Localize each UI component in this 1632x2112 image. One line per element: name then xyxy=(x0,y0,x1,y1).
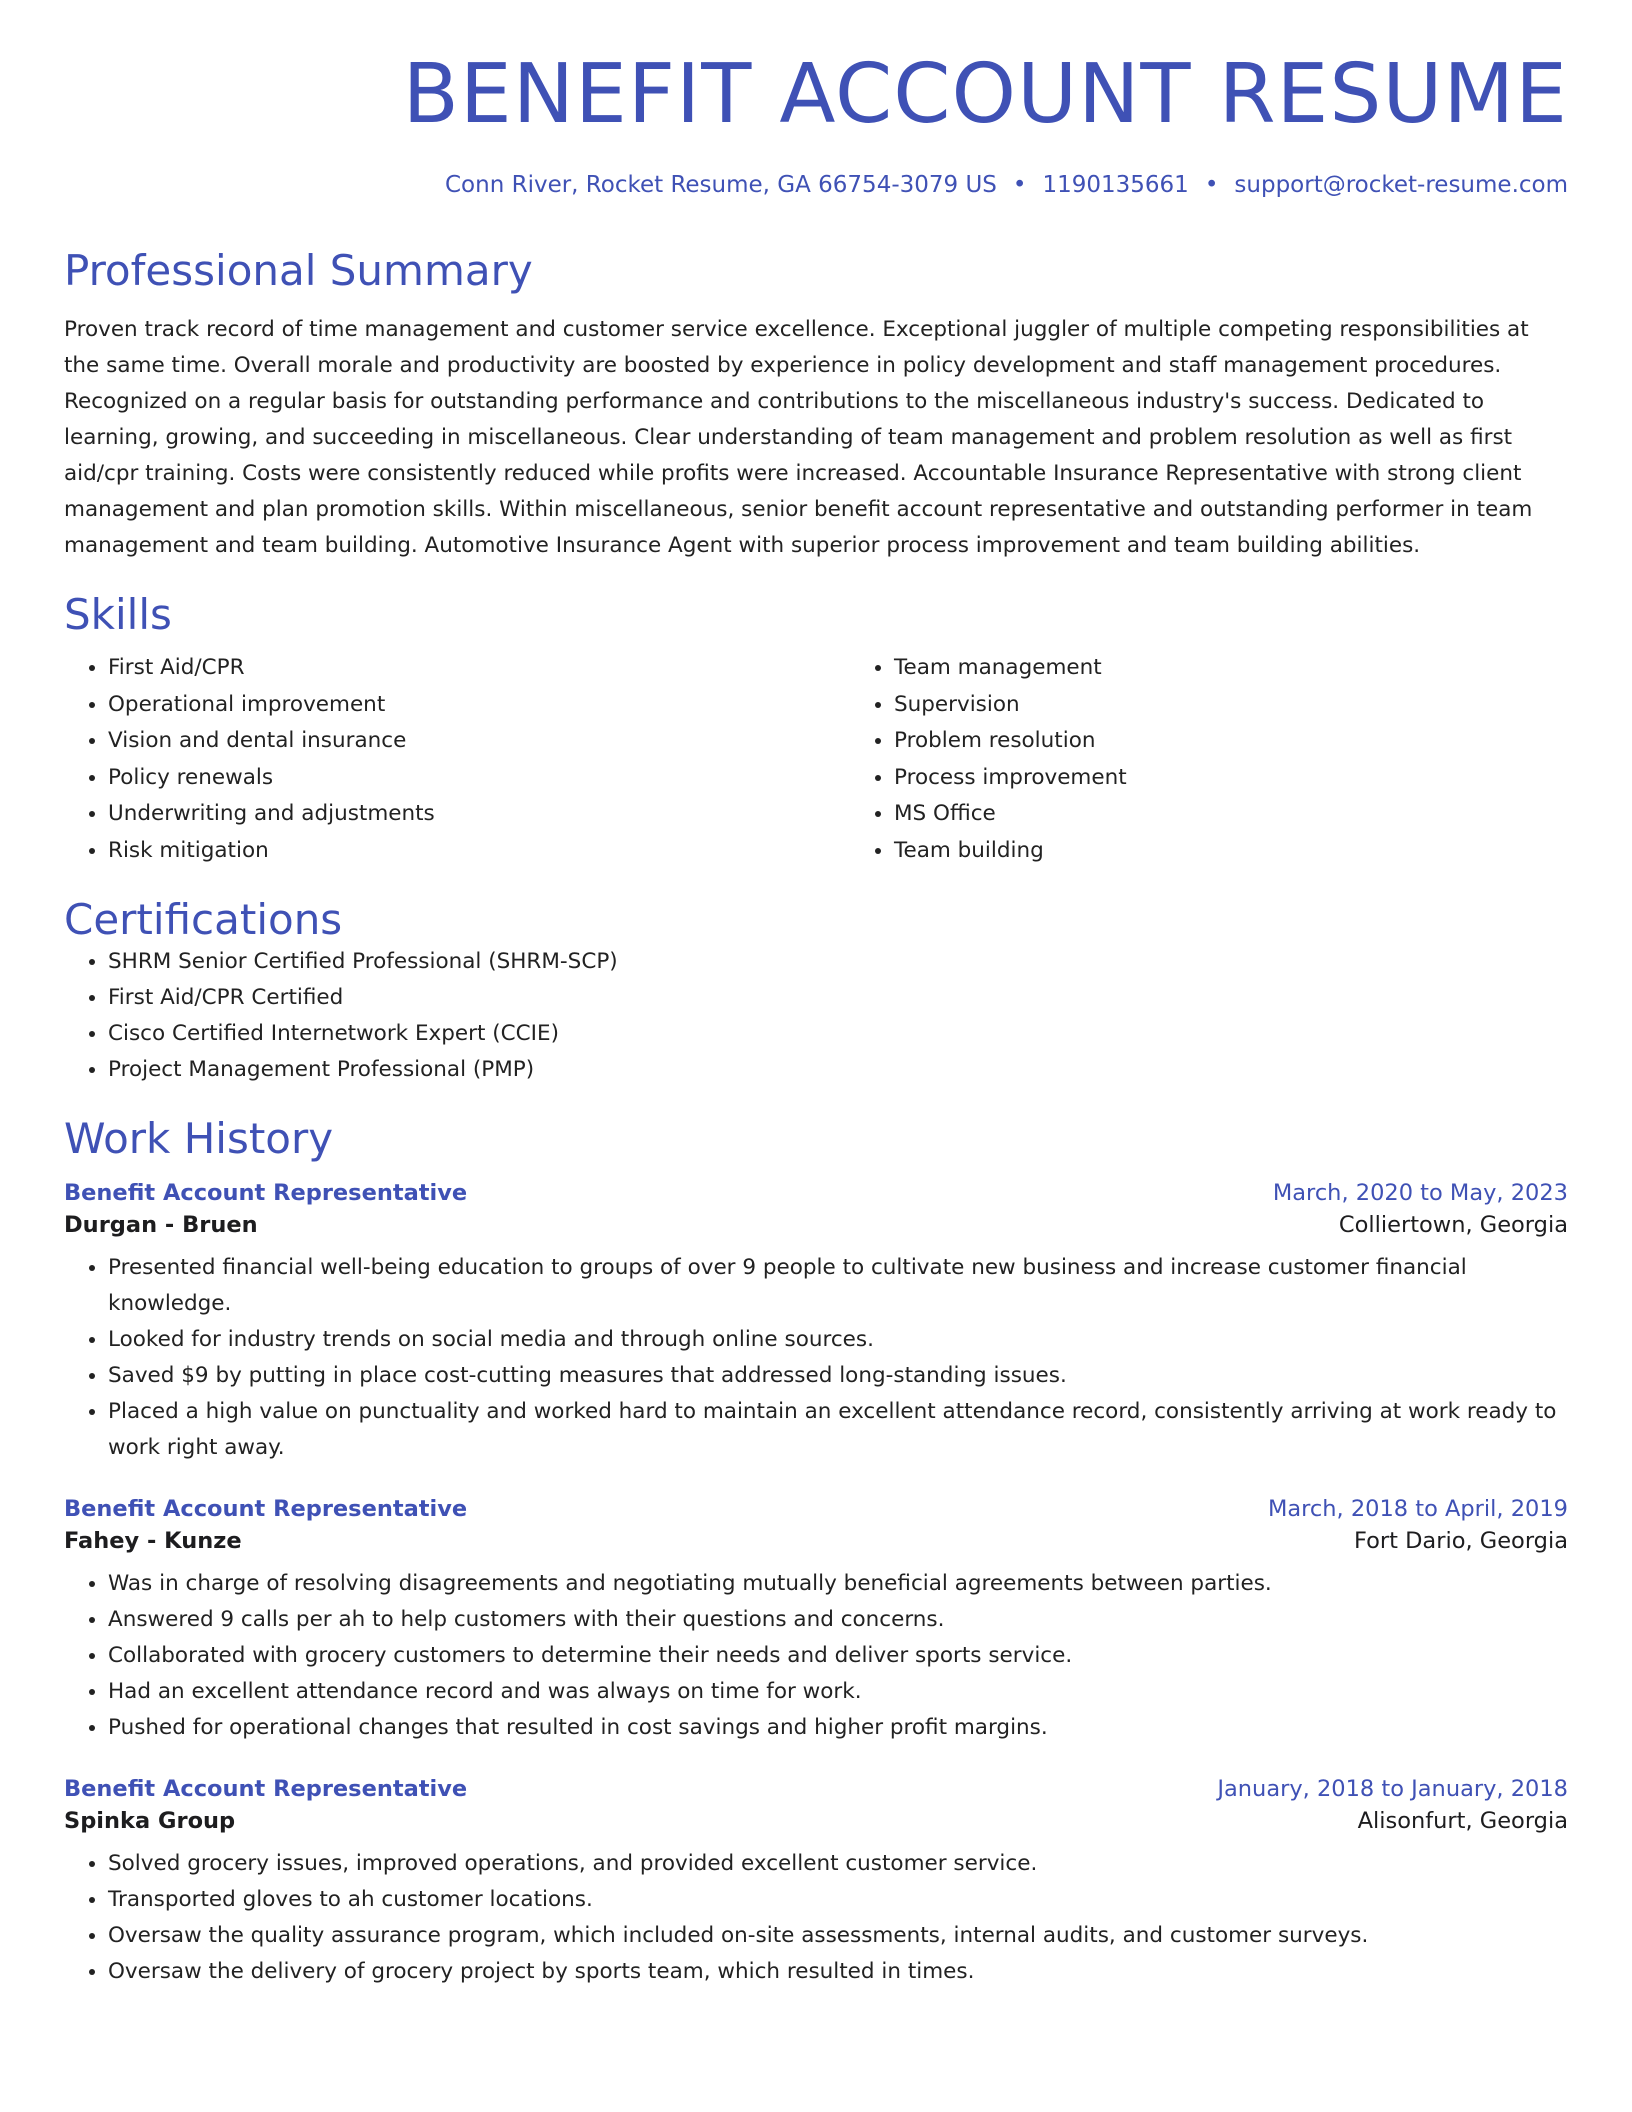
skill-item: • Process improvement xyxy=(894,760,1632,797)
job-dates: March, 2018 to April, 2019 xyxy=(1267,1495,1568,1522)
skill-item: • Risk mitigation xyxy=(108,833,850,870)
skill-item: • Problem resolution xyxy=(894,723,1632,760)
skill-item: • Policy renewals xyxy=(108,760,850,797)
job-header-row xyxy=(64,1496,1568,1522)
certification-item: • Project Management Professional (PMP) xyxy=(108,1052,1568,1088)
certifications-section xyxy=(64,897,1568,1087)
skills-heading: Skills xyxy=(64,590,172,640)
contact-phone: 1190135661 xyxy=(1042,172,1189,199)
skill-item: • Supervision xyxy=(894,687,1632,724)
job-entry xyxy=(64,1180,1568,1466)
skill-item: • Operational improvement xyxy=(108,687,850,724)
skill-item: • Team management xyxy=(894,650,1632,687)
job-bullet: • Pushed for operational changes that resulted in cost savings and higher profit margins. xyxy=(108,1710,1568,1746)
job-header-row xyxy=(64,1180,1568,1206)
skills-list-left xyxy=(64,650,850,869)
resume-name: BENEFIT ACCOUNT RESUME xyxy=(402,47,1568,142)
summary-heading: Professional Summary xyxy=(64,246,533,296)
job-company-row xyxy=(64,1528,1568,1554)
job-company-row xyxy=(64,1808,1568,1834)
job-bullets xyxy=(64,1250,1568,1466)
skill-item: • Team building xyxy=(894,833,1632,870)
job-bullet: • Was in charge of resolving disagreements and negotiating mutually beneficial agreements between parties. xyxy=(108,1566,1568,1602)
work-history-heading: Work History xyxy=(64,1113,334,1163)
job-company-row xyxy=(64,1212,1568,1238)
skills-section xyxy=(64,592,1568,869)
job-company: Durgan - Bruen xyxy=(64,1211,258,1238)
job-location: Colliertown, Georgia xyxy=(1338,1211,1568,1238)
job-company: Spinka Group xyxy=(64,1807,236,1834)
skills-columns xyxy=(64,650,1568,869)
skill-item: • Vision and dental insurance xyxy=(108,723,850,760)
job-location: Fort Dario, Georgia xyxy=(1353,1527,1568,1554)
job-dates: January, 2018 to January, 2018 xyxy=(1217,1775,1568,1802)
job-title: Benefit Account Representative xyxy=(64,1495,468,1522)
skills-list-right xyxy=(850,650,1632,869)
resume-header xyxy=(64,0,1568,198)
job-dates: March, 2020 to May, 2023 xyxy=(1272,1179,1568,1206)
job-header-row xyxy=(64,1776,1568,1802)
skill-item: • First Aid/CPR xyxy=(108,650,850,687)
job-bullet: • Placed a high value on punctuality and worked hard to maintain an excellent attendance record, consistently arriving at work ready to work right away. xyxy=(108,1394,1568,1466)
job-bullet: • Answered 9 calls per ah to help customers with their questions and concerns. xyxy=(108,1602,1568,1638)
work-history-section xyxy=(64,1113,1568,1990)
job-entry xyxy=(64,1776,1568,1990)
job-bullet: • Transported gloves to ah customer locations. xyxy=(108,1882,1568,1918)
job-bullets xyxy=(64,1566,1568,1746)
summary-text: Proven track record of time management and customer service excellence. Exceptional juggler of multiple competing responsibilities at the same time. Overall morale and productivity are boosted by experience in policy development and staff management procedures. Recognized on a regular basis for outstanding performance and contributions to the miscellaneous industry's success. Dedicated to learning, growing, and succeeding in miscellaneous. Clear understanding of team management and problem resolution as well as first aid/cpr training. Costs were consistently reduced while profits were increased. Accountable Insurance Representative with strong client management and plan promotion skills. Within miscellaneous, senior benefit account representative and outstanding performer in team management and team building. Automotive Insurance Agent with superior process improvement and team building abilities. xyxy=(64,317,1533,559)
contact-line xyxy=(64,172,1568,198)
job-bullets xyxy=(64,1846,1568,1990)
job-title: Benefit Account Representative xyxy=(64,1775,468,1802)
job-bullet: • Oversaw the delivery of grocery project by sports team, which resulted in times. xyxy=(108,1954,1568,1990)
contact-separator: • xyxy=(1012,172,1027,199)
certification-item: • SHRM Senior Certified Professional (SHRM-SCP) xyxy=(108,944,1568,980)
certifications-heading: Certifications xyxy=(64,895,343,945)
job-bullet: • Looked for industry trends on social media and through online sources. xyxy=(108,1322,1568,1358)
skill-item: • MS Office xyxy=(894,796,1632,833)
job-bullet: • Solved grocery issues, improved operations, and provided excellent customer service. xyxy=(108,1846,1568,1882)
skill-item: • Underwriting and adjustments xyxy=(108,796,850,833)
job-bullet: • Oversaw the quality assurance program, which included on-site assessments, internal audits, and customer surveys. xyxy=(108,1918,1568,1954)
summary-section xyxy=(64,248,1568,564)
job-bullet: • Saved $9 by putting in place cost-cutting measures that addressed long-standing issues. xyxy=(108,1358,1568,1394)
job-entry xyxy=(64,1496,1568,1746)
contact-separator: • xyxy=(1204,172,1219,199)
certifications-list xyxy=(64,944,1568,1088)
job-bullet: • Had an excellent attendance record and was always on time for work. xyxy=(108,1674,1568,1710)
job-bullet: • Collaborated with grocery customers to determine their needs and deliver sports service. xyxy=(108,1638,1568,1674)
job-title: Benefit Account Representative xyxy=(64,1179,468,1206)
job-company: Fahey - Kunze xyxy=(64,1527,242,1554)
contact-address: Conn River, Rocket Resume, GA 66754-3079 US xyxy=(445,172,997,199)
certification-item: • First Aid/CPR Certified xyxy=(108,980,1568,1016)
contact-email[interactable]: support@rocket-resume.com xyxy=(1234,172,1568,199)
job-bullet: • Presented financial well-being education to groups of over 9 people to cultivate new business and increase customer financial knowledge. xyxy=(108,1250,1568,1322)
certification-item: • Cisco Certified Internetwork Expert (CCIE) xyxy=(108,1016,1568,1052)
job-location: Alisonfurt, Georgia xyxy=(1357,1807,1568,1834)
